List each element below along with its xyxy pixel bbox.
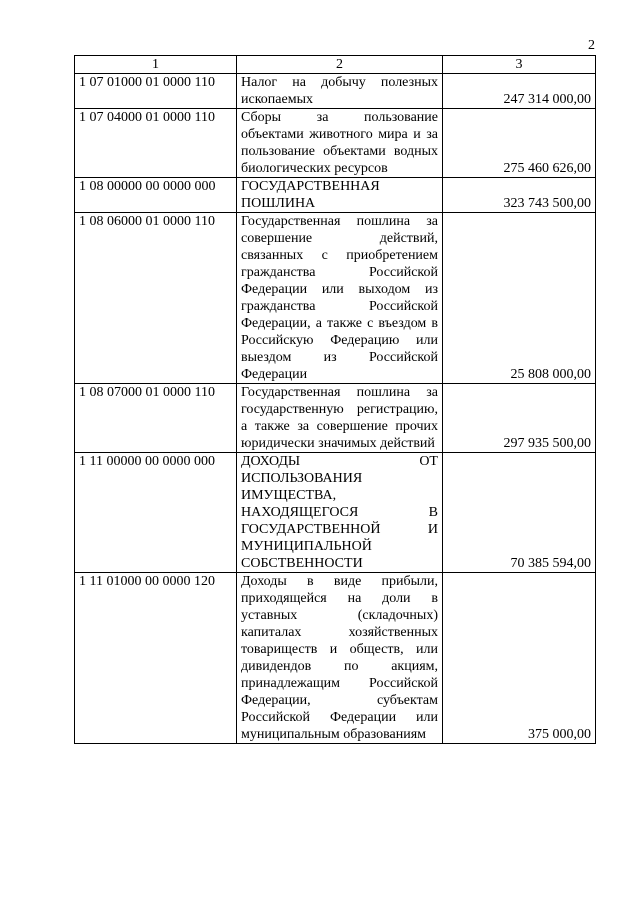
row-amount: 375 000,00	[443, 573, 596, 744]
row-amount: 70 385 594,00	[443, 453, 596, 573]
row-code: 1 07 04000 01 0000 110	[75, 109, 237, 178]
table-row	[75, 74, 596, 109]
table-header-row	[75, 56, 596, 74]
row-name: Доходы в виде прибыли, приходящейся на доли в уставных (складочных) капиталах хозяйственных товариществ и обществ, или дивидендов по акциям, принадлежащим Российской Федерации, субъектам Российской Федерации или муниципальным образованиям	[237, 573, 443, 744]
table-row	[75, 384, 596, 453]
row-name: Государственная пошлина за государственную регистрацию, а также за совершение прочих юридически значимых действий	[237, 384, 443, 453]
row-amount: 275 460 626,00	[443, 109, 596, 178]
table-row	[75, 213, 596, 384]
row-amount: 25 808 000,00	[443, 213, 596, 384]
row-amount: 323 743 500,00	[443, 178, 596, 213]
row-code: 1 08 07000 01 0000 110	[75, 384, 237, 453]
table-row	[75, 573, 596, 744]
revenue-table	[74, 55, 596, 744]
row-name: Налог на добычу полезных ископаемых	[237, 74, 443, 109]
row-amount: 297 935 500,00	[443, 384, 596, 453]
page-number: 2	[588, 38, 595, 53]
row-code: 1 11 01000 00 0000 120	[75, 573, 237, 744]
column-header-code: 1	[75, 56, 237, 74]
table-row	[75, 453, 596, 573]
column-header-name: 2	[237, 56, 443, 74]
row-code: 1 08 00000 00 0000 000	[75, 178, 237, 213]
row-code: 1 08 06000 01 0000 110	[75, 213, 237, 384]
row-amount: 247 314 000,00	[443, 74, 596, 109]
row-name: Сборы за пользование объектами животного мира и за пользование объектами водных биологических ресурсов	[237, 109, 443, 178]
row-name: ДОХОДЫ ОТ ИСПОЛЬЗОВАНИЯ ИМУЩЕСТВА, НАХОДЯЩЕГОСЯ В ГОСУДАРСТВЕННОЙ И МУНИЦИПАЛЬНОЙ СОБСТВЕННОСТИ	[237, 453, 443, 573]
row-name: ГОСУДАРСТВЕННАЯ ПОШЛИНА	[237, 178, 443, 213]
column-header-amount: 3	[443, 56, 596, 74]
table-row	[75, 109, 596, 178]
row-code: 1 07 01000 01 0000 110	[75, 74, 237, 109]
table-row	[75, 178, 596, 213]
row-code: 1 11 00000 00 0000 000	[75, 453, 237, 573]
row-name: Государственная пошлина за совершение действий, связанных с приобретением гражданства Российской Федерации или выходом из гражданства Российской Федерации, а также с въездом в Российскую Федерацию или выездом из Российской Федерации	[237, 213, 443, 384]
